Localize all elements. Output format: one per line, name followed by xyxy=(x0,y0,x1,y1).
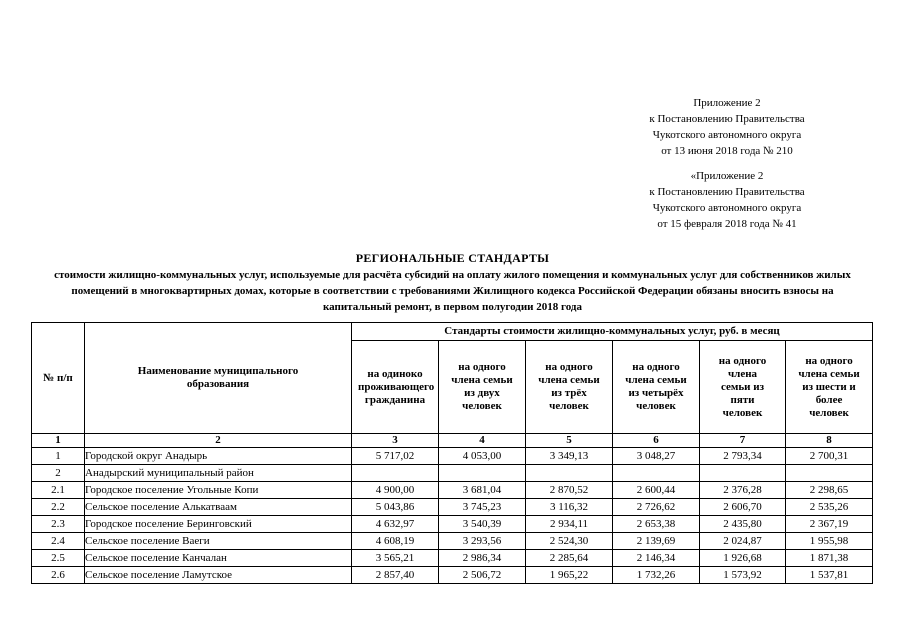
standard-value-cell xyxy=(786,465,873,482)
municipality-name: Сельское поселение Алькатваам xyxy=(85,499,352,516)
standard-value-cell: 2 146,34 xyxy=(613,550,700,567)
appendix-line: от 13 июня 2018 года № 210 xyxy=(661,145,793,157)
column-number: 7 xyxy=(700,434,786,448)
standard-value-cell: 2 524,30 xyxy=(526,533,613,550)
standard-value-cell: 3 681,04 xyxy=(439,482,526,499)
standard-value-cell xyxy=(613,465,700,482)
municipality-name: Городское поселение Угольные Копи xyxy=(85,482,352,499)
row-number: 2.1 xyxy=(32,482,85,499)
municipality-name: Сельское поселение Ламутское xyxy=(85,567,352,584)
standard-value-cell: 2 700,31 xyxy=(786,448,873,465)
appendix-line: Чукотского автономного округа xyxy=(652,202,802,214)
table-body xyxy=(32,448,873,584)
standard-value-cell: 2 653,38 xyxy=(613,516,700,533)
appendix-current-block xyxy=(620,95,834,159)
document-subtitle: стоимости жилищно-коммунальных услуг, используемые для расчёта субсидий на оплату жилого помещения и коммунальных услуг для собственников жилых помещений в многоквартирных домах, которые в соответствии с требованиями Жилищного кодекса Российской Федерации обязаны вносить взносы на капитальный ремонт, в первом полугодии 2018 года xyxy=(54,269,851,313)
standard-value-cell: 1 537,81 xyxy=(786,567,873,584)
standard-value-cell: 2 367,19 xyxy=(786,516,873,533)
standard-value-cell: 1 573,92 xyxy=(700,567,786,584)
standard-value-cell: 2 139,69 xyxy=(613,533,700,550)
header-municipality: Наименование муниципального образования xyxy=(85,323,352,434)
row-number: 2.2 xyxy=(32,499,85,516)
standard-value-cell: 1 871,38 xyxy=(786,550,873,567)
column-number: 1 xyxy=(32,434,85,448)
row-number: 2.3 xyxy=(32,516,85,533)
standard-value-cell: 2 600,44 xyxy=(613,482,700,499)
header-household-1: на одиноко проживающего гражданина xyxy=(352,341,439,434)
header-household-5: на одного члена семьи из пяти человек xyxy=(700,341,786,434)
standard-value-cell: 3 293,56 xyxy=(439,533,526,550)
standard-value-cell: 1 732,26 xyxy=(613,567,700,584)
appendix-line: Приложение 2 xyxy=(693,97,761,109)
column-number: 6 xyxy=(613,434,700,448)
appendix-line: к Постановлению Правительства xyxy=(649,186,805,198)
table-row xyxy=(32,550,873,567)
municipality-name: Городской округ Анадырь xyxy=(85,448,352,465)
standard-value-cell xyxy=(352,465,439,482)
row-number: 2.5 xyxy=(32,550,85,567)
table-row xyxy=(32,499,873,516)
standard-value-cell: 2 024,87 xyxy=(700,533,786,550)
column-number: 3 xyxy=(352,434,439,448)
standard-value-cell: 4 900,00 xyxy=(352,482,439,499)
standard-value-cell xyxy=(439,465,526,482)
table-row xyxy=(32,448,873,465)
municipality-name: Городское поселение Беринговский xyxy=(85,516,352,533)
standard-value-cell: 2 506,72 xyxy=(439,567,526,584)
appendix-original-block xyxy=(620,168,834,232)
column-number: 5 xyxy=(526,434,613,448)
standard-value-cell: 2 934,11 xyxy=(526,516,613,533)
appendix-line: Чукотского автономного округа xyxy=(652,129,802,141)
standard-value-cell: 3 745,23 xyxy=(439,499,526,516)
standard-value-cell: 1 926,68 xyxy=(700,550,786,567)
standard-value-cell: 2 298,65 xyxy=(786,482,873,499)
appendix-line: от 15 февраля 2018 года № 41 xyxy=(657,218,797,230)
header-household-4: на одного члена семьи из четырёх человек xyxy=(613,341,700,434)
standard-value-cell: 1 955,98 xyxy=(786,533,873,550)
standard-value-cell: 2 986,34 xyxy=(439,550,526,567)
standard-value-cell: 2 376,28 xyxy=(700,482,786,499)
standard-value-cell: 2 793,34 xyxy=(700,448,786,465)
column-number: 8 xyxy=(786,434,873,448)
standard-value-cell: 1 965,22 xyxy=(526,567,613,584)
header-number: № п/п xyxy=(32,323,85,434)
column-number: 4 xyxy=(439,434,526,448)
standard-value-cell xyxy=(700,465,786,482)
standard-value-cell: 2 285,64 xyxy=(526,550,613,567)
standard-value-cell: 4 632,97 xyxy=(352,516,439,533)
standard-value-cell: 4 608,19 xyxy=(352,533,439,550)
appendix-line: «Приложение 2 xyxy=(690,170,764,182)
column-number: 2 xyxy=(85,434,352,448)
standard-value-cell: 3 048,27 xyxy=(613,448,700,465)
standard-value-cell: 5 043,86 xyxy=(352,499,439,516)
document-title: РЕГИОНАЛЬНЫЕ СТАНДАРТЫ xyxy=(355,251,550,265)
header-household-2: на одного члена семьи из двух человек xyxy=(439,341,526,434)
standard-value-cell: 2 435,80 xyxy=(700,516,786,533)
standard-value-cell: 2 870,52 xyxy=(526,482,613,499)
row-number: 1 xyxy=(32,448,85,465)
table-row xyxy=(32,465,873,482)
standard-value-cell: 2 726,62 xyxy=(613,499,700,516)
column-number-row xyxy=(32,434,873,448)
standard-value-cell xyxy=(526,465,613,482)
municipality-name: Сельское поселение Ваеги xyxy=(85,533,352,550)
standard-value-cell: 2 857,40 xyxy=(352,567,439,584)
row-number: 2.4 xyxy=(32,533,85,550)
table-row xyxy=(32,567,873,584)
table-row xyxy=(32,533,873,550)
municipality-name: Анадырский муниципальный район xyxy=(85,465,352,482)
municipality-name: Сельское поселение Канчалан xyxy=(85,550,352,567)
standard-value-cell: 2 606,70 xyxy=(700,499,786,516)
row-number: 2 xyxy=(32,465,85,482)
table-row xyxy=(32,482,873,499)
standard-value-cell: 3 116,32 xyxy=(526,499,613,516)
row-number: 2.6 xyxy=(32,567,85,584)
standard-value-cell: 3 565,21 xyxy=(352,550,439,567)
standard-value-cell: 3 349,13 xyxy=(526,448,613,465)
standard-value-cell: 4 053,00 xyxy=(439,448,526,465)
table-row xyxy=(32,516,873,533)
header-standards-group: Стандарты стоимости жилищно-коммунальных услуг, руб. в месяц xyxy=(352,323,873,341)
standards-table xyxy=(31,322,873,584)
appendix-line: к Постановлению Правительства xyxy=(649,113,805,125)
header-household-3: на одного члена семьи из трёх человек xyxy=(526,341,613,434)
standard-value-cell: 5 717,02 xyxy=(352,448,439,465)
header-household-6: на одного члена семьи из шести и более человек xyxy=(786,341,873,434)
standard-value-cell: 3 540,39 xyxy=(439,516,526,533)
standard-value-cell: 2 535,26 xyxy=(786,499,873,516)
